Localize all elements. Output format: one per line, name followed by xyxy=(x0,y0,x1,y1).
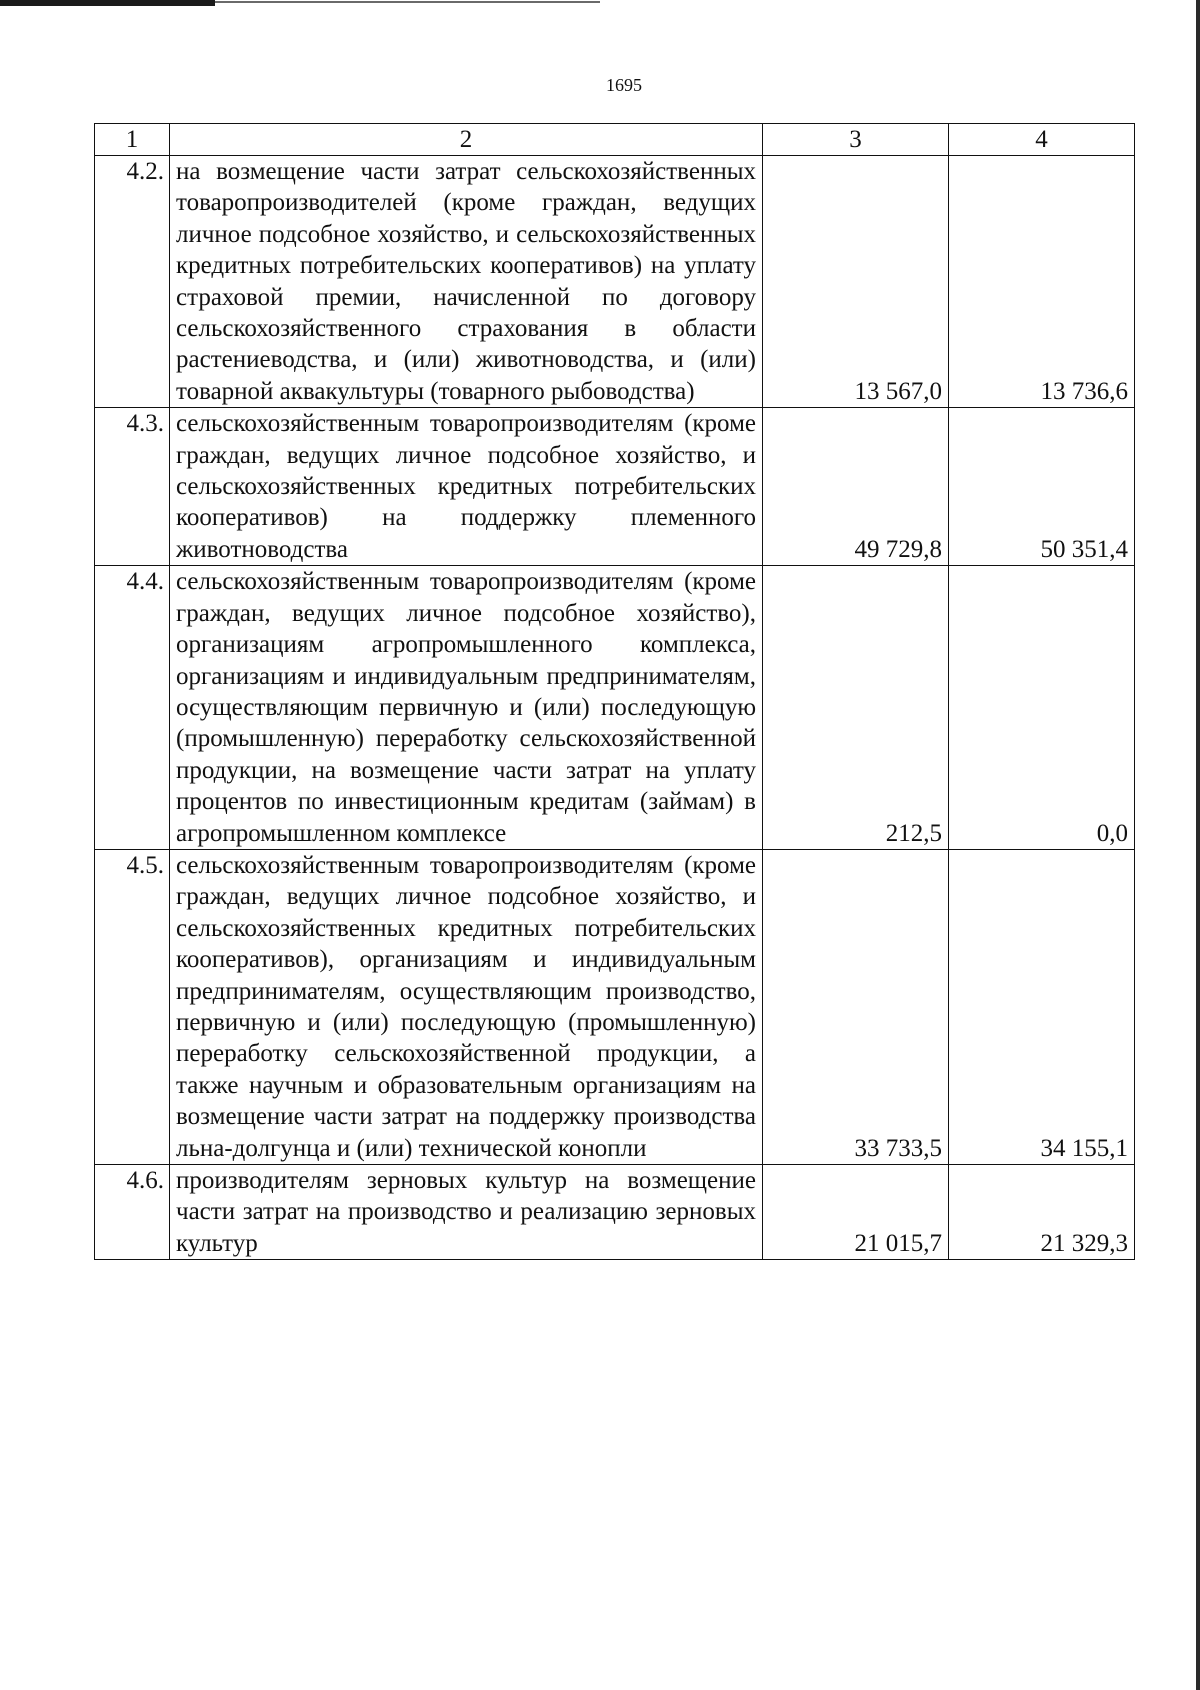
scan-edge-top-thin xyxy=(215,1,600,3)
table-row xyxy=(95,566,1135,850)
row-number: 4.6. xyxy=(95,1165,170,1260)
row-number: 4.5. xyxy=(95,849,170,1164)
header-col-1: 1 xyxy=(95,124,170,156)
scan-edge-top xyxy=(0,0,215,6)
row-number: 4.2. xyxy=(95,156,170,408)
row-description: на возмещение части затрат сельскохозяйственных товаропроизводителей (кроме граждан, ведущих личное подсобное хозяйство, и сельскохозяйственных кредитных потребительских кооперативов) на уплату страховой премии, начисленной по договору сельскохозяйственного страхования в области растениеводства, и (или) животноводства, и (или) товарной аквакультуры (товарного рыбоводства) xyxy=(170,156,763,408)
row-description: производителям зерновых культур на возмещение части затрат на производство и реализацию зерновых культур xyxy=(170,1165,763,1260)
scan-edge-right xyxy=(1196,0,1200,1690)
row-description: сельскохозяйственным товаропроизводителям (кроме граждан, ведущих личное подсобное хозяйство, и сельскохозяйственных кредитных потребительских кооперативов) на поддержку племенного животноводства xyxy=(170,408,763,566)
header-col-3: 3 xyxy=(763,124,949,156)
row-value-col4: 50 351,4 xyxy=(949,408,1135,566)
row-number: 4.3. xyxy=(95,408,170,566)
budget-table xyxy=(94,123,1135,1260)
table-row xyxy=(95,408,1135,566)
row-value-col3: 49 729,8 xyxy=(763,408,949,566)
row-number: 4.4. xyxy=(95,566,170,850)
table-body xyxy=(95,156,1135,1260)
row-description: сельскохозяйственным товаропроизводителям (кроме граждан, ведущих личное подсобное хозяйство, и сельскохозяйственных кредитных потребительских кооперативов), организациям и индивидуальным предпринимателям, осуществляющим производство, первичную и (или) последующую (промышленную) переработку сельскохозяйственной продукции, а также научным и образовательным организациям на возмещение части затрат на поддержку производства льна-долгунца и (или) технической конопли xyxy=(170,849,763,1164)
page-number: 1695 xyxy=(606,75,642,95)
row-value-col3: 33 733,5 xyxy=(763,849,949,1164)
row-value-col3: 13 567,0 xyxy=(763,156,949,408)
table-row xyxy=(95,156,1135,408)
row-value-col4: 34 155,1 xyxy=(949,849,1135,1164)
header-col-4: 4 xyxy=(949,124,1135,156)
row-value-col3: 212,5 xyxy=(763,566,949,850)
table-header xyxy=(95,124,1135,156)
table-row xyxy=(95,849,1135,1164)
header-col-2: 2 xyxy=(170,124,763,156)
row-description: сельскохозяйственным товаропроизводителям (кроме граждан, ведущих личное подсобное хозяйство), организациям агропромышленного комплекса, организациям и индивидуальным предпринимателям, осуществляющим первичную и (или) последующую (промышленную) переработку сельскохозяйственной продукции, на возмещение части затрат на уплату процентов по инвестиционным кредитам (займам) в агропромышленном комплексе xyxy=(170,566,763,850)
header-row xyxy=(95,124,1135,156)
row-value-col3: 21 015,7 xyxy=(763,1165,949,1260)
row-value-col4: 13 736,6 xyxy=(949,156,1135,408)
table-row xyxy=(95,1165,1135,1260)
row-value-col4: 21 329,3 xyxy=(949,1165,1135,1260)
row-value-col4: 0,0 xyxy=(949,566,1135,850)
